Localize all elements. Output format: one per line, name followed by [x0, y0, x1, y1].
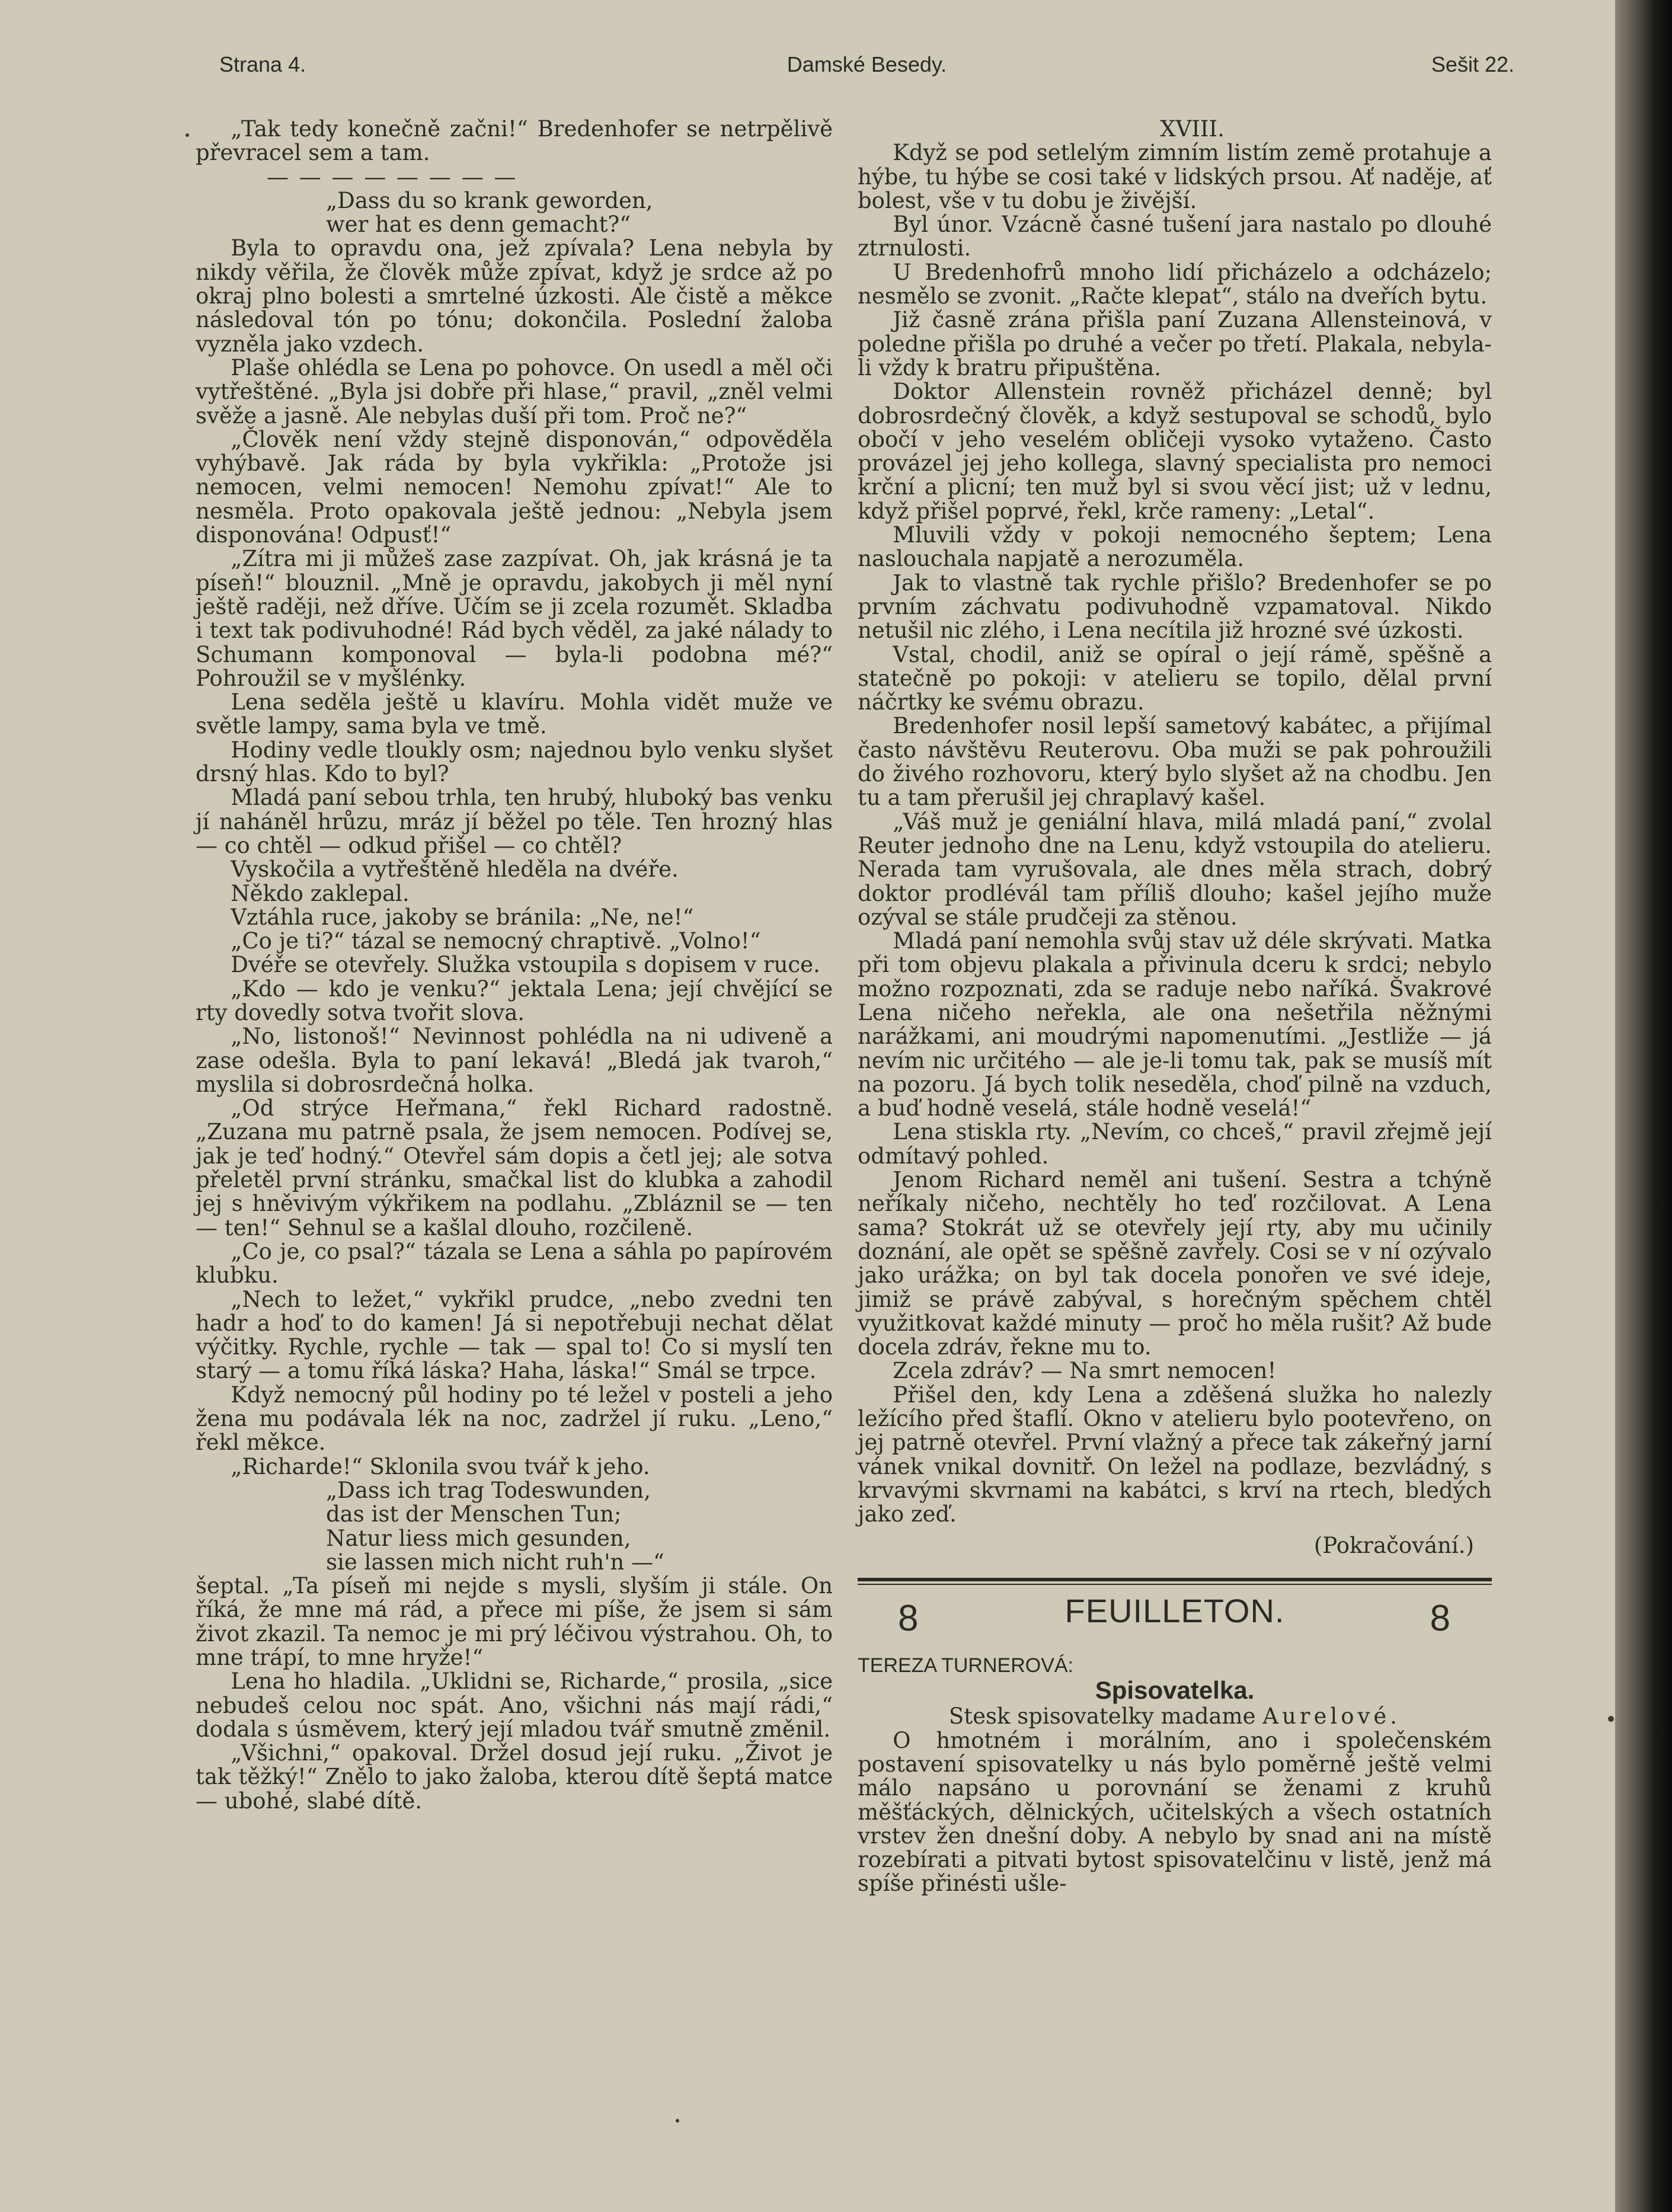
verse-line: wer hat es denn gemacht?“ — [326, 212, 631, 238]
song-verse — [196, 189, 833, 237]
paragraph: „Člověk není vždy stejně disponován,“ odpověděla vyhýbavě. Jak ráda by byla vykřikla: „Protože jsi nemocen, velmi nemocen! Nemohu zpívat!“ Ale to nesměla. Proto opakovala ještě jednou: „Nebyla jsem disponována! Odpusť!“ — [196, 426, 833, 548]
paragraph: Již časně zrána přišla paní Zuzana Allensteinová, v poledne přišla po druhé a večer po třetí. Plakala, nebyla-li vždy k bratru připuštěna. — [858, 307, 1492, 381]
verse-line: sie lassen mich nicht ruh'n —“ — [326, 1549, 664, 1575]
continued-note: (Pokračování.) — [1313, 1532, 1474, 1558]
paragraph: U Bredenhofrů mnoho lidí přicházelo a odcházelo; nesmělo se zvonit. „Račte klepat“, stálo na dveřích bytu. — [858, 259, 1492, 309]
song-verse — [196, 1479, 833, 1574]
paragraph: „Co je ti?“ tázal se nemocný chraptivě. „Volno!“ — [231, 928, 761, 954]
paragraph: šeptal. „Ta píseň mi nejde s mysli, slyším ji stále. On říká, že mne má rád, a přece mi píše, že jsem si sám život zkazil. Ta nemoc je mi prý léčivou výstrahou. Oh, to mne trápí, to mne hryže!“ — [196, 1573, 833, 1670]
paragraph: Vyskočila a vytřeštěně hleděla na dvéře. — [231, 856, 679, 883]
paragraph: Jak to vlastně tak rychle přišlo? Bredenhofer se po prvním záchvatu podivuhodně vzpamatoval. Nikdo netušil nic zlého, i Lena necítila již hrozné své úzkosti. — [858, 570, 1492, 644]
story-title: Spisovatelka. — [1095, 1676, 1255, 1705]
paragraph: Přišel den, kdy Lena a zděšená služka ho nalezly ležícího před štaflí. Okno v atelieru bylo pootevřeno, on jej patrně otevřel. První vlažný a přece tak zákeřný jarní vánek vnikal dovnitř. On ležel na podlaze, bezvládný, s krvavými skvrnami na kabátci, s krví na rtech, bledých jako zeď. — [858, 1382, 1492, 1527]
author-name: TEREZA TURNEROVÁ: — [858, 1654, 1073, 1677]
paragraph: Doktor Allenstein rovněž přicházel denně; byl dobrosrdečný člověk, a když sestupoval se schodů, bylo obočí v jeho veselém obličeji vysoko vytaženo. Často provázel jej jeho kollega, slavný specialista pro nemoci krční a plicní; ten muž byl si svou věcí jist; už v lednu, když přišel poprvé, řekl, krče rameny: „Letal“. — [858, 379, 1492, 524]
subtitle-name: Aurelové. — [1262, 1703, 1401, 1730]
paragraph: Plaše ohlédla se Lena po pohovce. On usedl a měl oči vytřeštěné. „Byla jsi dobře při hlase,“ pravil, „zněl velmi svěže a jasně. Ale nebylas duší při tom. Proč ne?“ — [196, 354, 833, 429]
paragraph: Byl únor. Vzácně časné tušení jara nastalo po dlouhé ztrnulosti. — [858, 212, 1492, 261]
feuilleton-heading — [858, 1593, 1492, 1648]
paragraph: Lena stiskla rty. „Nevím, co chceš,“ pravil zřejmě její odmítavý pohled. — [858, 1119, 1492, 1169]
feuilleton-title: FEUILLETON. — [1064, 1591, 1285, 1629]
paragraph: „Co je, co psal?“ tázala se Lena a sáhla po papírovém klubku. — [196, 1238, 833, 1289]
paragraph: Mladá paní sebou trhla, ten hrubý, hluboký bas venku jí naháněl hrůzu, mráz jí běžel po těle. Ten hrozný hlas — co chtěl — odkud přišel — co chtěl? — [196, 785, 833, 858]
issue-number: Sešit 22. — [1431, 52, 1514, 76]
left-column — [196, 117, 833, 1813]
paragraph: Lena seděla ještě u klavíru. Mohla vidět muže ve světle lampy, sama byla ve tmě. — [196, 689, 833, 739]
paragraph: Někdo zaklepal. — [231, 880, 410, 906]
paragraph: Zcela zdráv? — Na smrt nemocen! — [893, 1358, 1277, 1384]
paragraph: Když se pod setlelým zimním listím země protahuje a hýbe, tu hýbe se cosi také v lidských prsou. Ať naděje, ať bolest, vše v tu dobu je živější. — [858, 140, 1492, 213]
paragraph: „Richarde!“ Sklonila svou tvář k jeho. — [231, 1453, 650, 1479]
paragraph: „Kdo — kdo je venku?“ jektala Lena; její chvějící se rty dovedly sotva tvořit slova. — [196, 976, 833, 1025]
paragraph: „Všichni,“ opakoval. Držel dosud její ruku. „Život je tak těžký!“ Znělo to jako žaloba, kterou dítě šeptá matce — ubohé, slabé dítě. — [196, 1740, 833, 1814]
paragraph: Mluvili vždy v pokoji nemocného šeptem; Lena naslouchala napjatě a nerozuměla. — [858, 522, 1492, 572]
verse-line: Natur liess mich gesunden, — [326, 1525, 631, 1551]
verse-line: „Dass ich trag Todeswunden, — [326, 1477, 651, 1503]
paragraph: „Od strýce Heřmana,“ řekl Richard radostně. „Zuzana mu patrně psala, že jsem nemocen. Podívej se, jak je teď hodný.“ Otevřel sám dopis a četl jej; ale sotva přeletěl první stránku, smačkal list do klubka a zahodil jej s hněvivým výkřikem na podlahu. „Zbláznil se — ten — ten!“ Sehnul se a kašlal dlouho, rozčileně. — [196, 1095, 833, 1241]
page-number: Strana 4. — [219, 52, 306, 76]
paragraph: Lena ho hladila. „Uklidni se, Richarde,“ prosila, „sice nebudeš celou noc spát. Ano, všichni nás mají rádi,“ dodala s úsměvem, který její mladou tvář smutně změnil. — [196, 1668, 833, 1742]
print-speck — [676, 2119, 679, 2123]
section-divider-thin — [858, 1584, 1492, 1585]
paragraph: Vstal, chodil, aniž se opíral o její rámě, spěšně a statečně po pokoji: v atelieru se topilo, dělal první náčrtky ke svému obrazu. — [858, 641, 1492, 715]
ornament-left-icon: 8 — [898, 1597, 919, 1639]
print-speck — [186, 133, 189, 137]
paragraph: „No, listonoš!“ Nevinnost pohlédla na ni udiveně a zase odešla. Byla to paní lekavá! „Bledá jak tvaroh,“ myslila si dobrosrdečná holka. — [196, 1024, 833, 1097]
paragraph: Byla to opravdu ona, jež zpívala? Lena nebyla by nikdy věřila, že člověk může zpívat, když je srdce až po okraj plno bolesti a smrtelné úzkosti. Ale čistě a měkce následoval tón po tónu; dokončila. Poslední žaloba vyzněla jako vzdech. — [196, 235, 833, 357]
paragraph: Dvéře se otevřely. Služka vstoupila s dopisem v ruce. — [231, 952, 820, 978]
scene-break: — — — — — — — — — [267, 164, 518, 190]
page-header — [219, 52, 1514, 88]
subtitle-prefix: Stesk spisovatelky madame — [948, 1703, 1263, 1730]
paragraph: „Tak tedy konečně začni!“ Bredenhofer se netrpělivě převracel sem a tam. — [196, 116, 833, 166]
chapter-number: XVIII. — [1160, 116, 1225, 142]
story-subtitle — [858, 1705, 1492, 1728]
magazine-title: Damské Besedy. — [787, 52, 947, 76]
paragraph: „Zítra mi ji můžeš zase zazpívat. Oh, jak krásná je ta píseň!“ blouznil. „Mně je opravdu, jakobych ji měl nyní ještě raději, než dříve. Učím se ji zcela rozumět. Skladba i text tak podivuhodné! Rád bych věděl, za jaké nálady to Schumann komponoval — byla-li podobna mé?“ Pohroužil se v myšlénky. — [196, 546, 833, 691]
paragraph: Vztáhla ruce, jakoby se bránila: „Ne, ne!“ — [231, 904, 694, 930]
ornament-right-icon: 8 — [1430, 1597, 1450, 1639]
paragraph: Když nemocný půl hodiny po té ležel v posteli a jeho žena mu podávala lék na noc, zadržel jí ruku. „Leno,“ řekl měkce. — [196, 1382, 833, 1456]
paragraph: Bredenhofer nosil lepší sametový kabátec, a přijímal často návštěvu Reuterovu. Oba muži se pak pohroužili do živého rozhovoru, který bylo slyšet až na chodbu. Jen tu a tam přerušil jej chraplavý kašel. — [858, 713, 1492, 811]
paragraph: Mladá paní nemohla svůj stav už déle skrývati. Matka při tom objevu plakala a přivinula dceru k srdci; nebylo možno rozpoznati, zda se raduje nebo naříká. Švakrové Lena ničeho neřekla, ale ona nešetřila něžnými narážkami, ani moudrými napomenutími. „Jestliže — já nevím nic určitého — ale je-li tomu tak, pak se musíš mít na pozoru. Já bych tolik neseděla, choď pilně na vzduch, a buď hodně veselá, stále hodně veselá!“ — [858, 928, 1492, 1121]
verse-line: „Dass du so krank geworden, — [326, 187, 653, 213]
verse-line: das ist der Menschen Tun; — [326, 1501, 622, 1527]
paragraph: Hodiny vedle tloukly osm; najednou bylo venku slyšet drsný hlas. Kdo to byl? — [196, 737, 833, 787]
paragraph: „Váš muž je geniální hlava, milá mladá paní,“ zvolal Reuter jednoho dne na Lenu, když vstoupila do atelieru. Nerada tam vyrušovala, ale dnes měla strach, dobrý doktor prodlévál tam příliš dlouho; kašel jejího muže ozýval se stále prudčeji za stěnou. — [858, 808, 1492, 930]
book-spine — [1615, 0, 1672, 2212]
paragraph: O hmotném i morálním, ano i společenském postavení spisovatelky u nás bylo poměrně ještě velmi málo napsáno u porovnání se ženami z kruhů měšťáckých, dělnických, učitelských a všech ostatních vrstev žen dnešní doby. A nebylo by snad ani na místě rozebírati a pitvati bytost spisovatelčinu v listě, jenž má spíše přinésti ušle- — [858, 1727, 1492, 1897]
print-speck — [1608, 1716, 1614, 1722]
paragraph: Jenom Richard neměl ani tušení. Sestra a tchýně neříkaly ničeho, nechtěly ho teď rozčilovat. A Lena sama? Stokrát už se otevřely její rty, aby mu učinily doznání, ale opět se spěšně zavřely. Cosi se v ní ozývalo jako urážka; on byl tak docela ponořen ve své ideje, jimiž se právě zabýval, s horečným spěchem chtěl využitkovat každé minuty — proč ho měla rušit? Až bude docela zdráv, řekne mu to. — [858, 1167, 1492, 1360]
section-divider — [858, 1578, 1492, 1581]
right-column — [858, 117, 1492, 1896]
paragraph: „Nech to ležet,“ vykřikl prudce, „nebo zvedni ten hadr a hoď to do kamen! Já si nepotřebuji nechat dělat výčitky. Rychle, rychle — tak — spal to! Co si myslí ten starý — a tomu říká láska? Haha, láska!“ Smál se trpce. — [196, 1286, 833, 1384]
